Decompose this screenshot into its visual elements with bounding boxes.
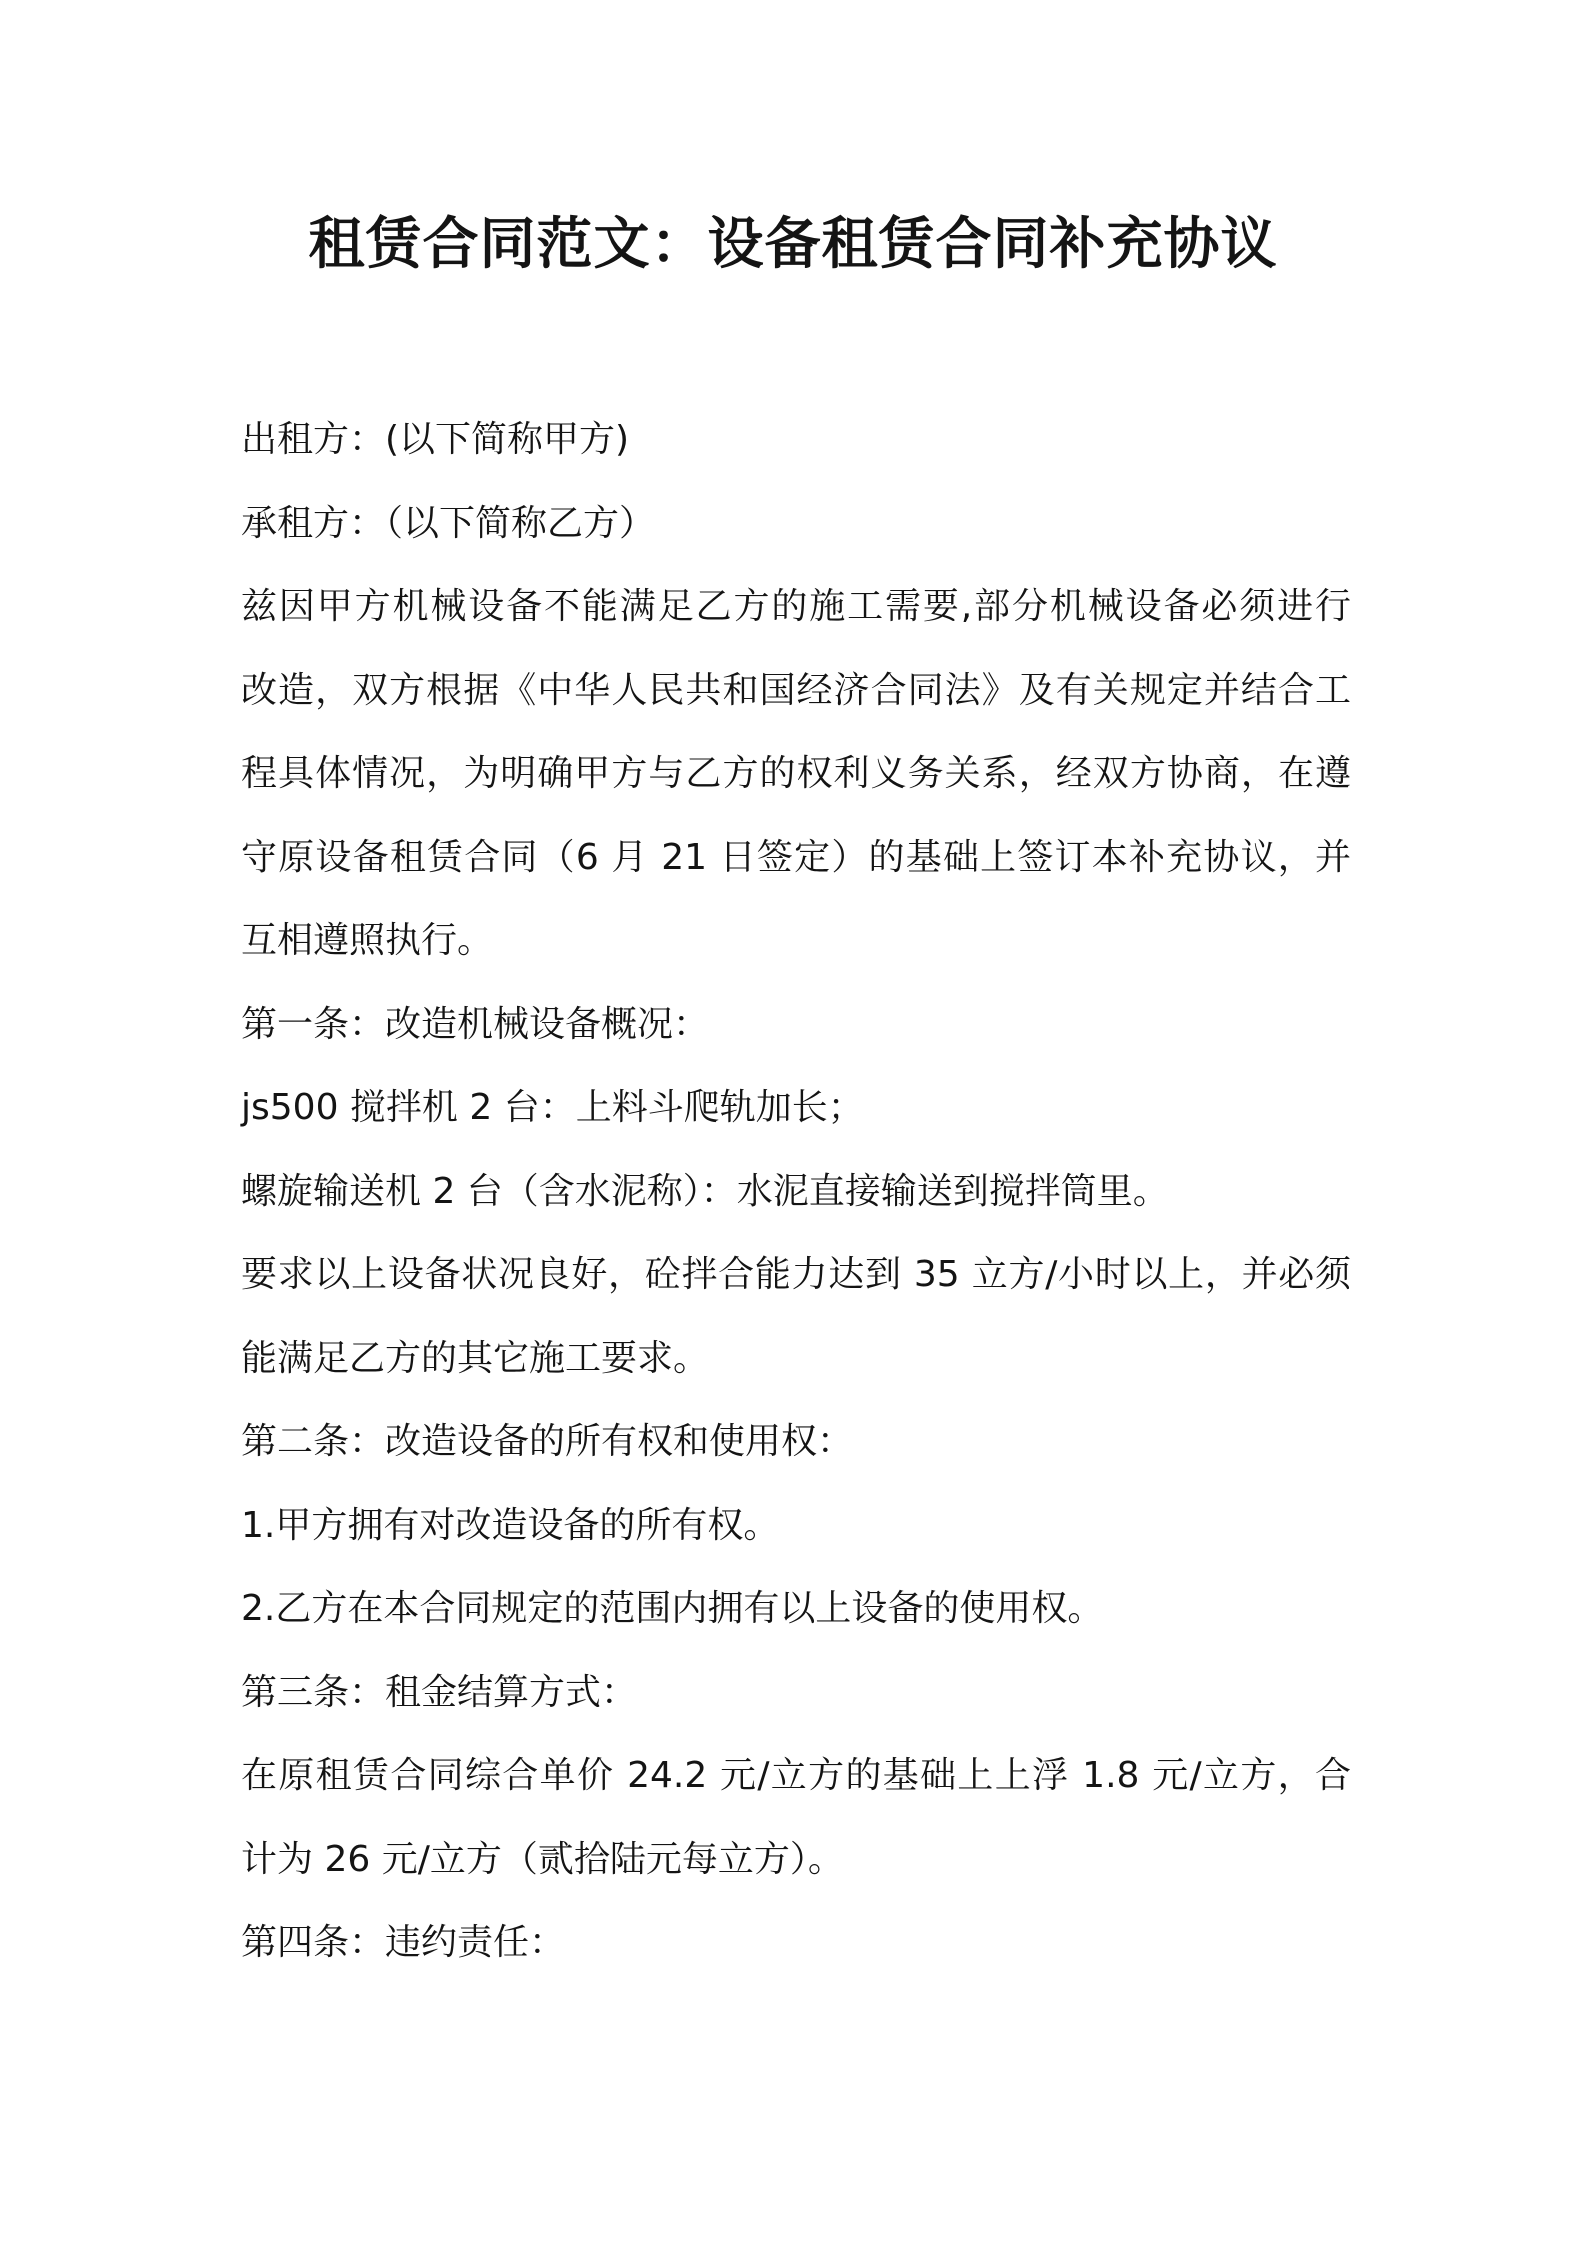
paragraph-line: 要求以上设备状况良好，砼拌合能力达到 35 立方/小时以上，并必须 (241, 1254, 1351, 1295)
list-item: 1.甲方拥有对改造设备的所有权。 (241, 1504, 780, 1546)
paragraph-line: 程具体情况，为明确甲方与乙方的权利义务关系，经双方协商，在遵 (241, 753, 1351, 794)
paragraph-line: 守原设备租赁合同（6 月 21 日签定）的基础上签订本补充协议，并 (241, 836, 1351, 878)
section-heading: 第二条：改造设备的所有权和使用权： (241, 1421, 854, 1462)
document-body (241, 398, 1351, 1985)
paragraph-line: 能满足乙方的其它施工要求。 (241, 1337, 710, 1379)
paragraph-line: 计为 26 元/立方（贰拾陆元每立方）。 (241, 1838, 844, 1880)
paragraph-line: 承租方：（以下简称乙方） (241, 502, 656, 544)
paragraph-line: js500 搅拌机 2 台：上料斗爬轨加长； (241, 1087, 864, 1128)
section-heading: 第一条：改造机械设备概况： (241, 1003, 710, 1045)
paragraph-line: 在原租赁合同综合单价 24.2 元/立方的基础上上浮 1.8 元/立方，合 (241, 1755, 1351, 1796)
list-item: 2.乙方在本合同规定的范围内拥有以上设备的使用权。 (241, 1588, 1104, 1629)
document-title: 租赁合同范文：设备租赁合同补充协议 (308, 212, 1278, 277)
paragraph-line: 出租方：(以下简称甲方) (241, 419, 630, 460)
section-heading: 第四条：违约责任： (241, 1922, 566, 1963)
paragraph-line: 螺旋输送机 2 台（含水泥称）：水泥直接输送到搅拌筒里。 (241, 1170, 1169, 1212)
paragraph-line: 兹因甲方机械设备不能满足乙方的施工需要,部分机械设备必须进行 (241, 586, 1351, 627)
paragraph-line: 改造，双方根据《中华人民共和国经济合同法》及有关规定并结合工 (241, 669, 1351, 711)
section-heading: 第三条：租金结算方式： (241, 1671, 638, 1713)
paragraph-line: 互相遵照执行。 (241, 920, 494, 961)
